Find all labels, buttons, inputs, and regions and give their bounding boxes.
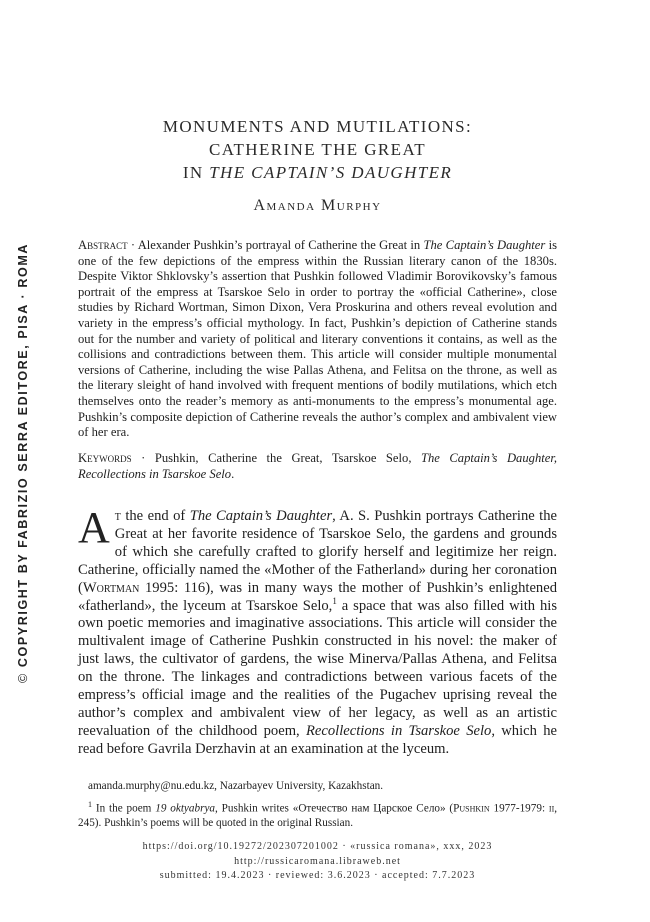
abstract-separator: · bbox=[127, 238, 138, 252]
keywords-separator: · bbox=[131, 451, 155, 465]
footnote-1-text-d: , 245). Pushkin’s poems will be quoted in the original Russian. bbox=[78, 802, 558, 829]
lead-small-caps: t bbox=[114, 508, 121, 524]
keywords bbox=[78, 451, 557, 482]
copyright-notice bbox=[16, 243, 30, 683]
footnote-1-number: 1 bbox=[88, 799, 92, 809]
abstract-text-2: is one of the few depictions of the empress within the Russian literary canon of the 1830s. Despite Viktor Shklovsky’s assertion that Pushkin followed Vladimir Borovikovsky’s famous portrait of the empress at Tsarskoe Selo in order to portray the «official Catherine», close studies by Richard Wortman, Simon Dixon, Vera Proskurina and others reveal evolution and variety in the empress’s official mythology. In fact, Pushkin’s depiction of Catherine stands out for the number and variety of political and literary conventions it contains, as well as the collisions and contradictions between them. This article will consider multiple monumental versions of Catherine, including the wise Pallas Athena, and Felitsa on the throne, as well as the literary sleight of hand involved with frequent mentions of bodily mutilations, which etch themselves onto the reader’s memory as anti-monuments to the empress’s monumental age. Pushkin’s composite depiction of Catherine reveals the author’s complex and ambivalent view of her era. bbox=[78, 238, 557, 440]
title-line-3 bbox=[78, 161, 557, 184]
keywords-label: Keywords bbox=[78, 451, 132, 465]
body-text-2: , A. S. Pushkin portrays Catherine the Great at her favorite residence of Tsarskoe Selo, the gardens and grounds of which she carefully crafted to glorify herself and legitimize her reign. Catherine, officially named the «Mother of the Fatherland» during her coronation ( bbox=[78, 508, 557, 596]
title-line-3-italic: THE CAPTAIN’S DAUGHTER bbox=[209, 163, 453, 182]
article-title bbox=[78, 115, 557, 184]
footnote-1-text-a: In the poem bbox=[92, 802, 156, 815]
drop-cap: A bbox=[78, 503, 110, 552]
title-line-2: CATHERINE THE GREAT bbox=[208, 140, 427, 159]
footnote-1-citation: Pushkin bbox=[453, 802, 490, 815]
title-line-3-prefix: IN bbox=[182, 163, 210, 182]
copyright-sidebar bbox=[12, 228, 34, 698]
copyright-symbol: © bbox=[16, 672, 30, 683]
body-text-4: a space that was also filled with his own poetic memories and imaginative associations. This article will consider the multivalent image of Catherine Pushkin constructed in his novel: the maker of just laws, the cultivator of gardens, the wise Minerva/Pallas Athena, and Felitsa on the throne. The linkages and contradictions between various facets of the empress’s official image and the realities of the Pugachev uprising reveal the author’s complex and ambivalent view of her legacy, as well as an artistic reevaluation of the childhood poem, bbox=[78, 597, 557, 739]
title-line-1: MONUMENTS AND MUTILATIONS: bbox=[162, 117, 473, 136]
page-footer bbox=[78, 840, 557, 884]
footnotes bbox=[78, 779, 557, 831]
body-text-3: 1995: 116), was in many ways the mother of Pushkin’s enlightened «fatherland», the lyceum at Tsarskoe Selo, bbox=[78, 579, 557, 614]
abstract bbox=[78, 238, 557, 441]
copyright-text: COPYRIGHT BY FABRIZIO SERRA EDITORE, PISA · ROMA bbox=[16, 243, 30, 668]
body-paragraph bbox=[78, 503, 557, 759]
keywords-italic: The Captain’s Daughter, Recollections in Tsarskoe Selo bbox=[78, 451, 557, 481]
footnote-1 bbox=[78, 798, 557, 831]
author-name: Amanda Murphy bbox=[253, 197, 382, 214]
body-italic-1: The Captain’s Daughter bbox=[189, 508, 333, 524]
abstract-work-title: The Captain’s Daughter bbox=[423, 238, 546, 252]
abstract-text-1: Alexander Pushkin’s portrayal of Catherine the Great in bbox=[137, 238, 424, 252]
footer-url[interactable]: http://russicaromana.libraweb.net bbox=[234, 855, 401, 867]
body-italic-2: Recollections in Tsarskoe Selo bbox=[306, 722, 492, 739]
footnote-1-text-c: 1977-1979: bbox=[489, 802, 549, 815]
footnote-1-volume: ii bbox=[548, 802, 555, 815]
footer-doi[interactable]: https://doi.org/10.19272/202307201002 · «russica romana», xxx, 2023 bbox=[142, 841, 493, 852]
keywords-plain: Pushkin, Catherine the Great, Tsarskoe Selo, bbox=[154, 451, 421, 465]
abstract-label: Abstract bbox=[78, 238, 128, 252]
citation-wortman: Wortman bbox=[82, 579, 140, 596]
footnote-1-text-b: , Pushkin writes «Отечество нам Царское Село» ( bbox=[215, 802, 454, 815]
keywords-end: . bbox=[231, 466, 235, 481]
author-affiliation: amanda.murphy@nu.edu.kz, Nazarbayev University, Kazakhstan. bbox=[88, 780, 384, 792]
footnote-1-poem: 19 oktyabrya bbox=[155, 802, 216, 815]
footnote-ref-1[interactable]: 1 bbox=[332, 595, 337, 606]
body-text-1: the end of bbox=[120, 508, 190, 524]
footer-dates: submitted: 19.4.2023 · reviewed: 3.6.2023 · accepted: 7.7.2023 bbox=[159, 870, 476, 882]
body-text-5: , which he read before Gavrila Derzhavin at an examination at the lyceum. bbox=[78, 722, 557, 757]
